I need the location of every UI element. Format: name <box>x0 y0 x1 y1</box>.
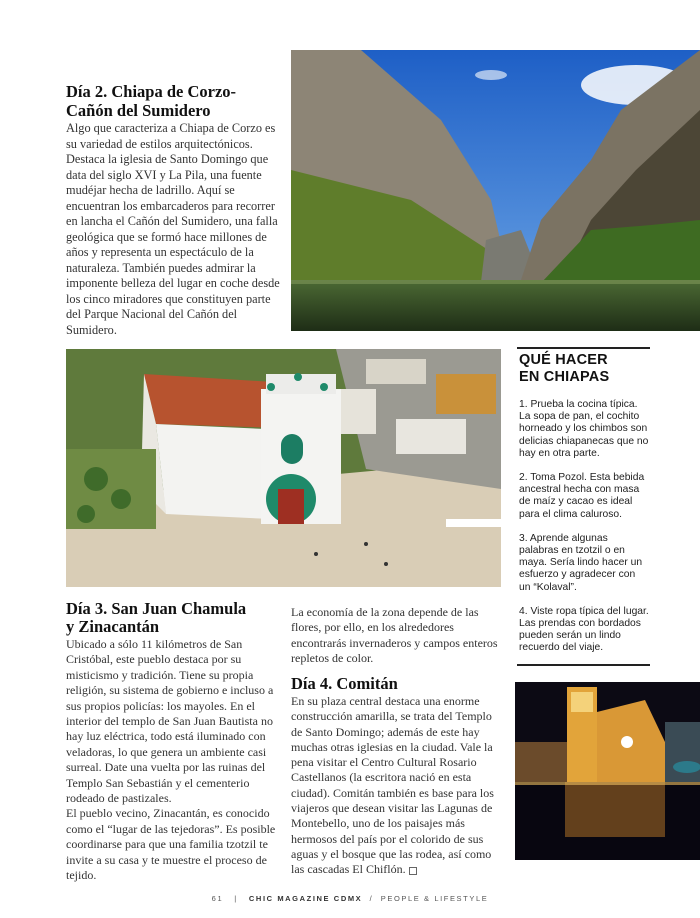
section3-heading-line2: y Zinacantán <box>66 617 160 636</box>
section3-continuation-paragraph: La economía de la zona depende de las flores, por ello, en los alrededores encontrarás invernaderos y campos enteros repletos de color. <box>291 605 498 666</box>
chamula-church-photo <box>66 349 501 587</box>
page-number: 61 <box>211 894 224 903</box>
section3-heading <box>66 600 288 636</box>
footer-separator-2: / <box>369 894 374 903</box>
section4-paragraph <box>291 694 503 878</box>
section4-heading: Día 4. Comitán <box>291 674 398 693</box>
canyon-illustration <box>291 50 700 331</box>
sidebar-tip-3: 3. Aprende algunas palabras en tzotzil o en maya. Sería lindo hacer un esfuerzo y agradecer con un “Kolaval”. <box>519 532 643 593</box>
section2-body <box>66 121 284 338</box>
section2-heading-line1: Día 2. Chiapa de Corzo- <box>66 82 237 101</box>
page-footer <box>0 894 700 903</box>
sidebar-tip-4: 4. Viste ropa típica del lugar. Las prendas con bordados pueden serán un lindo recuerdo del viaje. <box>519 605 649 654</box>
article-end-icon <box>409 867 417 875</box>
sidebar-box <box>519 352 649 667</box>
sidebar-title-line1: QUÉ HACER <box>519 352 608 368</box>
section2-paragraph: Algo que caracteriza a Chiapa de Corzo es su variedad de estilos arquitectónicos. Destaca la iglesia de Santo Domingo que data del siglo XVI y La Pila, una fuente mudéjar hecha de ladrillo. Aquí se encuentran los embarcaderos para recorrer en lancha el Cañón del Sumidero, una falla geológica que se formó hace millones de años y representa un espectáculo de la naturaleza. También puedes admirar la imponente belleza del lugar en coche desde los cinco miradores que constituyen parte del Parque Nacional del Cañón del Sumidero. <box>66 121 280 337</box>
section3-heading-line1: Día 3. San Juan Chamula <box>66 599 247 618</box>
section2-heading <box>66 82 288 120</box>
section3-continuation <box>291 605 501 667</box>
canyon-photo <box>291 50 700 331</box>
section4-body <box>291 694 503 878</box>
church-illustration <box>66 349 501 587</box>
section2-heading-line2: Cañón del Sumidero <box>66 101 211 120</box>
sidebar-tip-2: 2. Toma Pozol. Esta bebida ancestral hecha con masa de maíz y cacao es ideal para el clima caluroso. <box>519 472 645 520</box>
footer-separator-1: | <box>234 894 238 903</box>
section3-body <box>66 637 278 884</box>
section3-paragraph-2: El pueblo vecino, Zinacantán, es conocido como el “lugar de las tejedoras”. Es posible coordinarse para que una familia tzotzil te invite a su casa y te muestre el proceso de tejido. <box>66 806 276 883</box>
comitan-night-photo <box>515 682 700 860</box>
section-name: PEOPLE & LIFESTYLE <box>380 894 489 903</box>
sidebar-bottom-rule <box>517 664 650 666</box>
sidebar-title-line2: EN CHIAPAS <box>519 369 610 385</box>
comitan-illustration <box>515 682 700 860</box>
section4-paragraph-text: En su plaza central destaca una enorme construcción amarilla, se trata del Templo de Santo Domingo; además de este hay muchas otras iglesias en la ciudad. Vale la pena visitar el Centro Cultural Rosario Castellanos (la escritora nació en esta ciudad). Comitán también es base para los viajeros que desean visitar las Lagunas de Montebello, uno de los paisajes más hermosos del país por el colorido de sus aguas y el bosque que las rodea, así como las cascadas El Chiflón. <box>291 694 494 877</box>
section3-paragraph-1: Ubicado a sólo 11 kilómetros de San Cristóbal, este pueblo destaca por su misticismo y tradición. Tiene su propia religión, su sistema de gobierno e incluso a sus propios policías: los mayoles. En el interior del templo de San Juan Bautista no hay luz eléctrica, todo está iluminado con veladoras, lo que genera un ambiente casi surreal. Date una vuelta por las ruinas del Templo San Sebastián y el cementerio rodeado de pastizales. <box>66 637 274 806</box>
sidebar-top-rule <box>517 347 650 349</box>
sidebar-title <box>519 352 649 386</box>
magazine-name: CHIC MAGAZINE CDMX <box>248 894 363 903</box>
sidebar-tip-1: 1. Prueba la cocina típica. La sopa de pan, el cochito horneado y los chimbos son delicias chiapanecas que no hay en otra parte. <box>519 399 649 459</box>
